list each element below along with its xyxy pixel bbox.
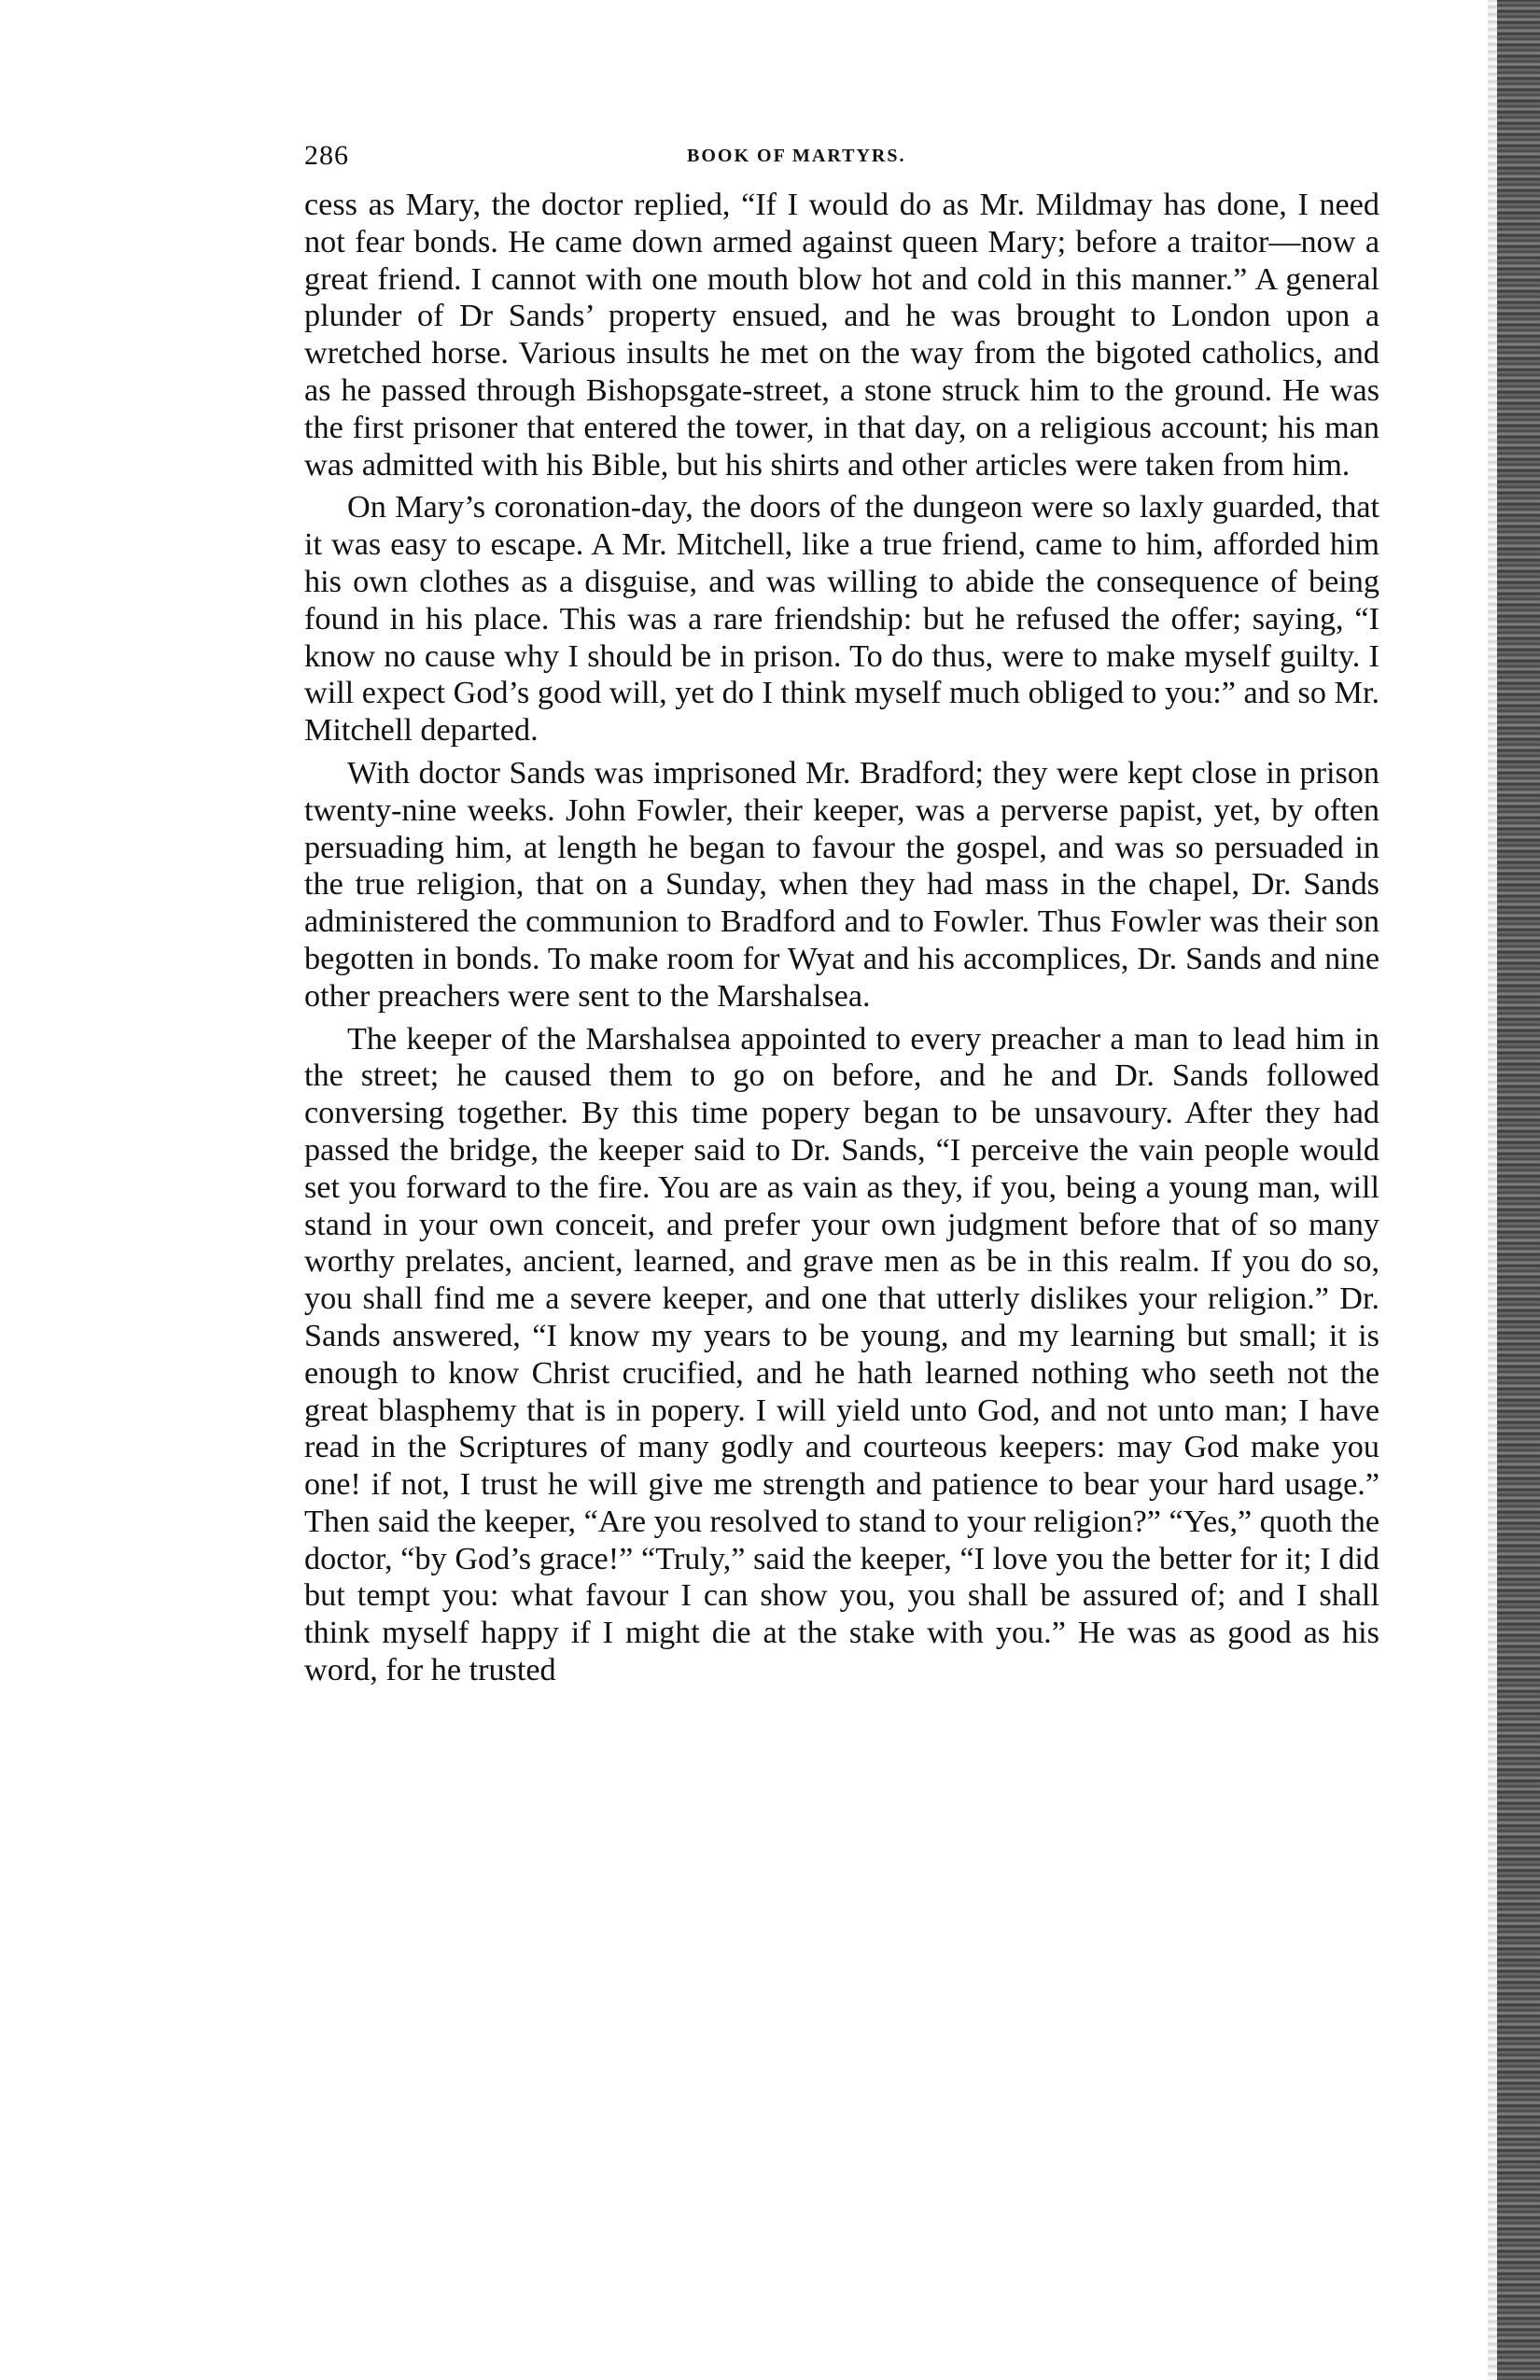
paragraph-1: cess as Mary, the doctor replied, “If I would do as Mr. Mildmay has done, I need not fear bonds. He came down armed against queen Mary; before a traitor—now a great friend. I cannot with one mouth blow hot and cold in this manner.” A general plunder of Dr Sands’ property ensued, and he was brought to London upon a wretched horse. Various insults he met on the way from the bigoted catholics, and as he passed through Bishopsgate-street, a stone struck him to the ground. He was the first prisoner that entered the tower, in that day, on a religious account; his man was admitted with his Bible, but his shirts and other articles were taken from him. — [304, 188, 1379, 483]
paragraph-4: The keeper of the Marshalsea appointed to every preacher a man to lead him in the street; he caused them to go on before, and he and Dr. Sands followed conversing together. By this time popery began to be unsavoury. After they had passed the bridge, the keeper said to Dr. Sands, “I perceive the vain people would set you forward to the fire. You are as vain as they, if you, being a young man, will stand in your own conceit, and prefer your own judgment before that of so many worthy prelates, ancient, learned, and grave men as be in this realm. If you do so, you shall find me a severe keeper, and one that utterly dislikes your religion.” Dr. Sands answered, “I know my years to be young, and my learning but small; it is enough to know Christ crucified, and he hath learned nothing who seeth not the great blasphemy that is in popery. I will yield unto God, and not unto man; I have read in the Scriptures of many godly and courteous keepers: may God make you one! if not, I trust he will give me strength and patience to bear your hard usage.” Then said the keeper, “Are you resolved to stand to your religion?” “Yes,” quoth the doctor, “by God’s grace!” “Truly,” said the keeper, “I love you the better for it; I did but tempt you: what favour I can show you, you shall be assured of; and I shall think myself happy if I might die at the stake with you.” He was as good as his word, for he trusted — [304, 1021, 1379, 1688]
page-edge — [1497, 0, 1540, 2380]
page-number: 286 — [304, 140, 349, 171]
body-text — [304, 187, 1379, 1695]
page-header — [304, 140, 1379, 174]
paragraph-2: On Mary’s coronation-day, the doors of the dungeon were so laxly guarded, that it was easy to escape. A Mr. Mitchell, like a true friend, came to him, afforded him his own clothes as a disguise, and was willing to abide the consequence of being found in his place. This was a rare friendship: but he refused the offer; saying, “I know no cause why I should be in prison. To do thus, were to make myself guilty. I will expect God’s good will, yet do I think myself much obliged to you:” and so Mr. Mitchell departed. — [304, 490, 1379, 749]
running-title: BOOK OF MARTYRS. — [687, 146, 906, 166]
paragraph-3: With doctor Sands was imprisoned Mr. Bradford; they were kept close in prison twenty-nine weeks. John Fowler, their keeper, was a perverse papist, yet, by often persuading him, at length he began to favour the gospel, and was so persuaded in the true religion, that on a Sunday, when they had mass in the chapel, Dr. Sands administered the communion to Bradford and to Fowler. Thus Fowler was their son begotten in bonds. To make room for Wyat and his accomplices, Dr. Sands and nine other preachers were sent to the Marshalsea. — [304, 755, 1379, 1014]
page-edge-shadow — [1488, 0, 1497, 2380]
